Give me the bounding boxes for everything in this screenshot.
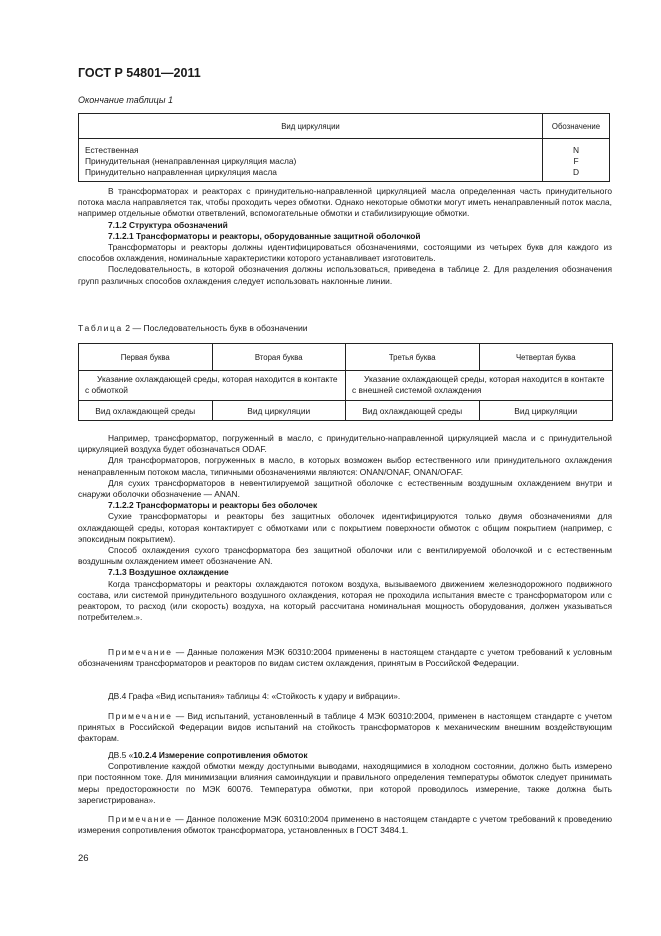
note-text: — Вид испытаний, установленный в таблице 4 МЭК 60310:2004, применен в настоящем стандарте с учетом принятых в Российской Федерации видов испытаний на стойкость трансформаторов к механическим внешним воздействующим факторам. [78, 711, 612, 744]
dv4-line: ДВ.4 Графа «Вид испытания» таблицы 4: «Стойкость к удару и вибрации». [108, 691, 401, 701]
table1-code: F [543, 156, 610, 167]
table1-type: Принудительная (ненаправленная циркуляция масла) [79, 156, 543, 167]
note-1 [78, 647, 612, 669]
text-block-1 [78, 186, 612, 287]
table1-header-type: Вид циркуляции [79, 114, 543, 139]
section-heading: 7.1.2 Структура обозначений [108, 219, 228, 230]
table1-code: D [543, 167, 610, 182]
paragraph: Для сухих трансформаторов в невентилируемой защитной оболочке с естественным воздушным охлаждением внутри и снаружи оболочки обозначение — ANAN. [78, 477, 612, 500]
table2-cell: Вид охлаждающей среды [346, 401, 480, 421]
note-text: — Данные положения МЭК 60310:2004 применены в настоящем стандарте с учетом требований к условным обозначениям трансформаторов и реакторов по видам систем охлаждения, принятым в Российской Федерации. [78, 647, 613, 669]
table-row [79, 371, 613, 401]
table2-header: Четвертая буква [479, 344, 613, 371]
paragraph: В трансформаторах и реакторах с принудительно-направленной циркуляцией масла определенная часть принудительного потока масла направляется так, чтобы проходить через обмотки. Однако некоторые обмотки могут иметь ненаправленный поток масла, например отдельные обмотки ответвлений, вспомогательные обмотки и стабилизирующие обмотки. [78, 186, 612, 219]
table1-code: N [543, 139, 610, 157]
table2-cell: Вид охлаждающей среды [79, 401, 213, 421]
paragraph: Трансформаторы и реакторы должны идентифицироваться обозначениями, состоящими из четырех букв для каждого из способов охлаждения, номинальные характеристики которого устанавливает изготовитель. [78, 242, 612, 264]
paragraph: Для трансформаторов, погруженных в масло, в которых возможен выбор естественного или принудительного охлаждения ненаправленным потоком масла, типичными обозначениями являются: ONAN/ONAF, ONAN/OFAF. [78, 455, 612, 477]
table2-header: Третья буква [346, 344, 480, 371]
note-label: Примечание [108, 814, 173, 824]
note-label: Примечание [108, 647, 173, 657]
table1-caption: Окончание таблицы 1 [78, 95, 173, 105]
table1-type: Принудительно направленная циркуляция масла [79, 167, 543, 182]
paragraph: Когда трансформаторы и реакторы охлаждаются потоком воздуха, вызываемого движением железнодорожного подвижного состава, или системой принудительного воздушного охлаждения, которая не проходила испытания вместе с трансформатором или с реактором, то расход (или скорость) воздуха, на который рассчитана номинальная мощность оборудования, должен указываться потребителем.». [78, 578, 612, 623]
table-row [79, 401, 613, 421]
note-text: — Данное положение МЭК 60310:2004 применено в настоящем стандарте с учетом требований к проведению измерения сопротивления обмоток трансформатора, установленных в ГОСТ 3484.1. [78, 814, 613, 836]
table1 [78, 113, 610, 182]
page-number: 26 [78, 853, 89, 864]
table2-caption-label: Таблица [78, 323, 123, 333]
section-heading: 7.1.3 Воздушное охлаждение [108, 567, 229, 578]
dv5-block [78, 750, 612, 806]
table2 [78, 343, 613, 421]
table2-caption-text: 2 — Последовательность букв в обозначении [125, 323, 308, 333]
paragraph: Например, трансформатор, погруженный в масло, с принудительно-направленной циркуляцией масла и с принудительной циркуляцией воздуха будет обозначаться ODAF. [78, 433, 612, 455]
section-heading: 7.1.2.1 Трансформаторы и реакторы, оборудованные защитной оболочкой [108, 230, 421, 241]
table2-span-left: Указание охлаждающей среды, которая находится в контакте с обмоткой [79, 371, 346, 401]
table2-cell: Вид циркуляции [212, 401, 346, 421]
note-label: Примечание [108, 711, 173, 721]
paragraph: Способ охлаждения сухого трансформатора без защитной оболочки или с вентилируемой оболочкой и с естественным воздушным охлаждением имеет обозначение AN. [78, 545, 612, 567]
dv5-prefix: ДВ.5 « [108, 750, 134, 760]
dv5-heading: 10.2.4 Измерение сопротивления обмоток [133, 750, 308, 760]
table1-header-code: Обозначение [543, 114, 610, 139]
table2-cell: Вид циркуляции [479, 401, 613, 421]
table-row [79, 167, 610, 182]
table-row [79, 139, 610, 157]
table2-header: Вторая буква [212, 344, 346, 371]
document-header: ГОСТ Р 54801—2011 [78, 66, 201, 80]
table2-header: Первая буква [79, 344, 213, 371]
table-row [79, 156, 610, 167]
note-3 [78, 814, 612, 836]
table2-caption [78, 323, 308, 333]
table1-type: Естественная [79, 139, 543, 157]
paragraph: Последовательность, в которой обозначения должны использоваться, приведена в таблице 2. Для разделения обозначения групп различных способов охлаждения следует использовать наклонные линии. [78, 264, 612, 286]
paragraph: Сухие трансформаторы и реакторы без защитных оболочек идентифицируются только двумя обозначениями для охлаждающей среды, которая контактирует с обмотками или с покрытием поверхности обмоток с общим покрытием (например, с эпоксидным покрытием). [78, 511, 612, 544]
paragraph: Сопротивление каждой обмотки между доступными выводами, находящимися в холодном состоянии, должно быть измерено при постоянном токе. Для минимизации влияния самоиндукции и правильного определения температуры обмоток следует принимать меры предосторожности по МЭК 60076. Температура обмотки, при которой проводилось измерение, также должна быть зарегистрирована». [78, 761, 612, 805]
table2-span-right: Указание охлаждающей среды, которая находится в контакте с внешней системой охлаждения [346, 371, 613, 401]
text-block-2 [78, 433, 612, 623]
section-heading: 7.1.2.2 Трансформаторы и реакторы без оболочек [108, 500, 318, 511]
note-2 [78, 711, 612, 745]
